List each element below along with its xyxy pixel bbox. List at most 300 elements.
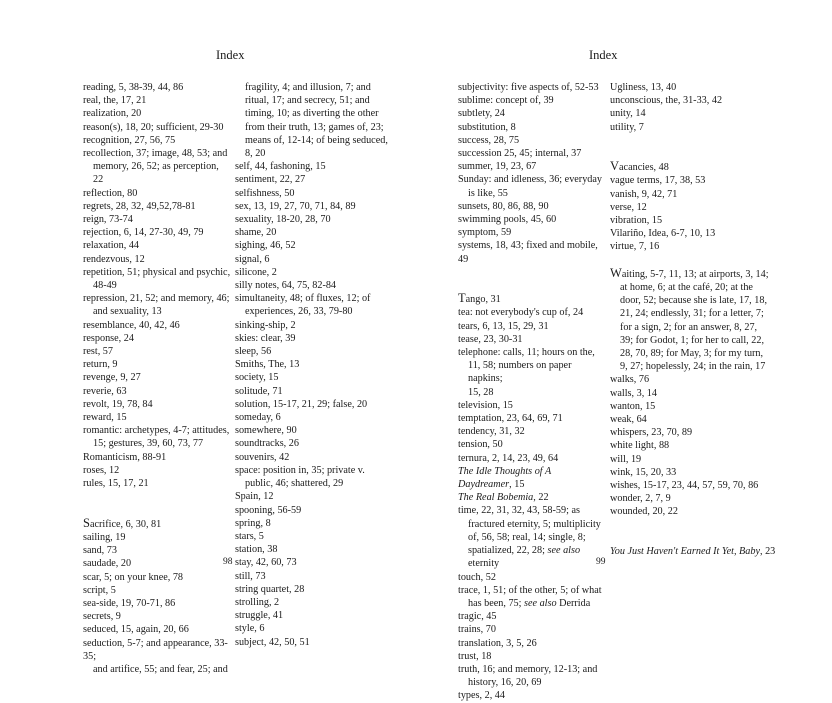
index-entry — [610, 107, 786, 120]
entry-term: vanish, 9, 42, 71 — [610, 188, 678, 200]
entry-term: translation, 3, 5, 26 — [458, 637, 537, 649]
index-entry — [235, 517, 395, 530]
index-entry — [83, 345, 231, 358]
section-gap — [610, 519, 786, 545]
entry-term: swimming pools, 45, 60 — [458, 214, 557, 226]
index-entry — [83, 531, 231, 544]
index-entry — [83, 637, 231, 677]
index-entry — [235, 556, 395, 569]
entry-text: Derrida — [556, 597, 591, 609]
entry-term: revolt, 19, 78, 84 — [83, 398, 153, 410]
entry-continuation-line: ritual, 17; and secrecy, 51; and — [245, 95, 370, 107]
entry-term: wounded, 20, 22 — [610, 506, 678, 518]
entry-term: stay, 42, 60, 73 — [235, 557, 297, 569]
entry-term: sand, 73 — [83, 545, 117, 557]
entry-term: trace, 1, 51; of the other, 5; of what — [458, 584, 602, 596]
entry-term: sea-side, 19, 70-71, 86 — [83, 597, 176, 609]
index-entry — [458, 147, 606, 160]
entry-term: reward, 15 — [83, 412, 127, 424]
entry-term: repression, 21, 52; and memory, 46; — [83, 293, 230, 305]
entry-term: subtlety, 24 — [458, 108, 505, 120]
entry-term: weak, 64 — [610, 414, 647, 426]
entry-continuation-line: 9, 27; hopelessly, 24; in the rain, 17 — [620, 361, 766, 373]
index-entry — [458, 213, 606, 226]
entry-term: signal, 6 — [235, 253, 270, 265]
index-entry — [610, 413, 786, 426]
entry-term: space: position in, 35; private v. — [235, 464, 365, 476]
index-entry — [235, 437, 395, 450]
entry-term: unity, 14 — [610, 108, 646, 120]
entry-term: station, 38 — [235, 544, 278, 556]
entry-term: souvenirs, 42 — [235, 451, 290, 463]
index-entry — [458, 292, 606, 306]
entry-term: tendency, 31, 32 — [458, 426, 525, 438]
entry-term: Romanticism, 88-91 — [83, 451, 167, 463]
entry-term: solitude, 71 — [235, 385, 283, 397]
index-entry — [458, 399, 606, 412]
entry-term: simultaneity, 48; of fluxes, 12; of — [235, 293, 371, 305]
entry-continuation-line: history, 16, 20, 69 — [468, 677, 542, 689]
entry-continuation-line — [458, 544, 606, 570]
index-entry — [83, 147, 231, 187]
entry-term: tension, 50 — [458, 439, 503, 451]
index-entry — [458, 584, 606, 610]
entry-term: subject, 42, 50, 51 — [235, 636, 310, 648]
index-entry — [458, 160, 606, 173]
entry-pages: , 22 — [533, 492, 549, 504]
index-entry — [610, 426, 786, 439]
index-entry — [235, 200, 395, 213]
entry-term: vibration, 15 — [610, 215, 663, 227]
entry-term: romantic: archetypes, 4-7; attitudes, — [83, 425, 230, 437]
entry-term: someday, 6 — [235, 412, 281, 424]
entry-term: resemblance, 40, 42, 46 — [83, 319, 180, 331]
entry-continuation-line: 48-49 — [93, 280, 117, 292]
entry-continuation-line: from their truth, 13; games of, 23; — [245, 121, 384, 133]
entry-term: recognition, 27, 56, 75 — [83, 134, 176, 146]
index-entry — [83, 213, 231, 226]
index-entry — [83, 200, 231, 213]
index-entry — [235, 583, 395, 596]
index-entry — [458, 650, 606, 663]
index-entry — [235, 213, 395, 226]
index-entry — [83, 94, 231, 107]
index-entry — [610, 387, 786, 400]
entry-continuation-line: is like, 55 — [468, 187, 508, 199]
entry-term: reading, 5, 38-39, 44, 86 — [83, 82, 184, 93]
entry-term: utility, 7 — [610, 121, 644, 133]
index-entry — [458, 94, 606, 107]
section-gap — [610, 254, 786, 267]
entry-continuation-line: 15, 28 — [468, 386, 494, 398]
index-entry — [83, 134, 231, 147]
entry-term: succession 25, 45; internal, 37 — [458, 148, 582, 160]
index-entry — [235, 411, 395, 424]
entry-term: repetition, 51; physical and psychic, — [83, 266, 231, 278]
index-entry — [235, 451, 395, 464]
index-entry — [610, 160, 786, 174]
index-entry — [235, 636, 395, 649]
entry-continuation-line: experiences, 26, 33, 79-80 — [245, 306, 353, 318]
index-entry — [610, 373, 786, 386]
index-entry — [235, 371, 395, 384]
entry-term — [458, 465, 606, 491]
index-entry — [83, 477, 231, 490]
index-entry — [235, 253, 395, 266]
entry-term: walks, 76 — [610, 374, 650, 386]
entry-continuation-line: door, 52; because she is late, 17, 18, — [620, 295, 767, 307]
entry-term: silly notes, 64, 75, 82-84 — [235, 280, 337, 292]
index-entry — [458, 425, 606, 438]
entry-term: Waiting, 5-7, 11, 13; at airports, 3, 14; — [610, 265, 769, 280]
entry-term: Sunday: and idleness, 36; everyday — [458, 174, 603, 186]
index-entry — [610, 240, 786, 253]
section-gap — [83, 490, 231, 516]
entry-term: rendezvous, 12 — [83, 253, 145, 265]
index-entry — [83, 623, 231, 636]
index-entry — [610, 505, 786, 518]
entry-term: shame, 20 — [235, 227, 277, 239]
entry-term: sleep, 56 — [235, 346, 272, 358]
index-entry — [458, 200, 606, 213]
index-entry — [83, 371, 231, 384]
entry-term: secrets, 9 — [83, 611, 121, 623]
index-entry — [83, 266, 231, 292]
index-entry — [458, 134, 606, 147]
page-header: Index — [216, 48, 245, 62]
entry-term: sailing, 19 — [83, 531, 126, 543]
index-entry — [610, 201, 786, 214]
entry-term: Spain, 12 — [235, 491, 274, 503]
entry-continuation-line: 28, 70, 89; for May, 3; for my turn, — [620, 348, 764, 360]
entry-term: script, 5 — [83, 584, 116, 596]
index-entry — [235, 385, 395, 398]
index-entry — [235, 266, 395, 279]
entry-pages: , 23 — [759, 546, 776, 558]
index-entry — [83, 226, 231, 239]
entry-term: rejection, 6, 14, 27-30, 49, 79 — [83, 227, 204, 239]
entry-term: tease, 23, 30-31 — [458, 333, 523, 345]
index-entry — [235, 292, 395, 318]
entry-term: Vacancies, 48 — [610, 159, 669, 174]
entry-term: seduction, 5-7; and appearance, 33-35; — [83, 637, 228, 662]
index-entry — [235, 490, 395, 503]
index-entry — [458, 452, 606, 465]
index-entry — [83, 239, 231, 252]
page-number: 98 — [223, 557, 233, 567]
index-entry — [235, 570, 395, 583]
entry-term: recollection, 37; image, 48, 53; and — [83, 148, 228, 160]
entry-term: trust, 18 — [458, 650, 492, 662]
entry-term: vague terms, 17, 38, 53 — [610, 175, 706, 187]
entry-term: still, 73 — [235, 570, 266, 582]
entry-term: selfishness, 50 — [235, 187, 295, 199]
index-entry — [610, 479, 786, 492]
index-entry — [83, 121, 231, 134]
entry-term: roses, 12 — [83, 464, 120, 476]
entry-continuation-line: and sexuality, 13 — [93, 306, 162, 318]
page-number: 99 — [596, 557, 606, 567]
entry-term: sighing, 46, 52 — [235, 240, 296, 252]
index-entry — [610, 492, 786, 505]
index-entry — [235, 424, 395, 437]
entry-term: society, 15 — [235, 372, 279, 384]
index-entry — [458, 81, 606, 94]
index-entry — [83, 292, 231, 318]
entry-term: style, 6 — [235, 623, 265, 635]
entry-term: return, 9 — [83, 359, 118, 371]
index-entry — [458, 121, 606, 134]
index-entry — [458, 320, 606, 333]
entry-continuation-line: 8, 20 — [245, 148, 266, 160]
index-entry — [610, 400, 786, 413]
entry-pages: , 15 — [509, 479, 525, 491]
entry-term — [610, 545, 786, 558]
entry-term: wishes, 15-17, 23, 44, 57, 59, 70, 86 — [610, 480, 759, 492]
index-entry — [235, 226, 395, 239]
left-page — [0, 0, 416, 675]
entry-term: realization, 20 — [83, 108, 142, 120]
index-entry — [458, 239, 606, 265]
entry-term: rules, 15, 17, 21 — [83, 478, 149, 490]
index-entry — [610, 453, 786, 466]
entry-term: tragic, 45 — [458, 611, 497, 623]
entry-continuation-line: 39; for Godot, 1; for her to call, 22, — [620, 334, 765, 346]
index-entry — [458, 637, 606, 650]
index-entry — [83, 557, 231, 570]
entry-term: Tango, 31 — [458, 291, 501, 306]
index-entry — [83, 411, 231, 424]
entry-term: wonder, 2, 7, 9 — [610, 493, 671, 505]
entry-term: subjectivity: five aspects of, 52-53 — [458, 82, 599, 93]
index-entry — [458, 333, 606, 346]
entry-term: seduced, 15, again, 20, 66 — [83, 624, 189, 636]
index-entry — [235, 332, 395, 345]
index-entry — [235, 530, 395, 543]
entry-term: television, 15 — [458, 399, 513, 411]
entry-term: revenge, 9, 27 — [83, 372, 141, 384]
index-entry — [458, 610, 606, 623]
entry-term: skies: clear, 39 — [235, 332, 296, 344]
index-entry — [235, 345, 395, 358]
index-entry — [83, 319, 231, 332]
entry-text: eternity — [468, 558, 500, 570]
entry-term: virtue, 7, 16 — [610, 241, 660, 253]
index-entry — [83, 385, 231, 398]
index-entry — [610, 227, 786, 240]
index-entry — [458, 438, 606, 451]
entry-term: systems, 18, 43; fixed and mobile, 49 — [458, 240, 598, 265]
index-entry — [610, 174, 786, 187]
entry-term: substitution, 8 — [458, 121, 516, 133]
entry-term: summer, 19, 23, 67 — [458, 161, 537, 173]
index-entry — [235, 622, 395, 635]
index-entry — [83, 107, 231, 120]
entry-continuation-line: public, 46; shattered, 29 — [245, 478, 344, 490]
entry-term: walls, 3, 14 — [610, 387, 657, 399]
entry-continuation-line: for a sign, 2; for an answer, 8, 27, — [620, 321, 758, 333]
entry-term: Ugliness, 13, 40 — [610, 82, 677, 93]
index-entry — [458, 504, 606, 570]
entry-term: reflection, 80 — [83, 187, 138, 199]
entry-term: sublime: concept of, 39 — [458, 95, 554, 107]
entry-term: touch, 52 — [458, 571, 496, 583]
index-entry — [458, 226, 606, 239]
entry-term: success, 28, 75 — [458, 134, 520, 146]
index-entry — [235, 398, 395, 411]
entry-term: wanton, 15 — [610, 400, 656, 412]
index-column — [83, 81, 231, 676]
index-entry — [83, 187, 231, 200]
index-column — [235, 81, 395, 649]
entry-term: Vilariño, Idea, 6-7, 10, 13 — [610, 228, 716, 240]
entry-continuation-line: at home, 6; at the café, 20; at the — [620, 282, 753, 294]
index-column — [458, 81, 606, 703]
index-entry — [610, 466, 786, 479]
entry-continuation-line: 11, 58; numbers on paper napkins; — [468, 360, 572, 385]
entry-term: sexuality, 18-20, 28, 70 — [235, 214, 331, 226]
entry-continuation-line: and artifice, 55; and fear, 25; and — [93, 663, 228, 675]
index-entry — [83, 584, 231, 597]
entry-term: rest, 57 — [83, 346, 113, 358]
entry-term: solution, 15-17, 21, 29; false, 20 — [235, 398, 368, 410]
entry-term: types, 2, 44 — [458, 690, 505, 702]
index-entry — [235, 504, 395, 517]
index-entry — [458, 465, 606, 491]
entry-term: trains, 70 — [458, 624, 496, 636]
index-entry — [458, 107, 606, 120]
see-also-label: see also — [524, 597, 557, 609]
entry-term: saudade, 20 — [83, 558, 132, 570]
index-entry — [235, 464, 395, 490]
index-entry — [235, 596, 395, 609]
index-entry — [610, 121, 786, 134]
see-also-label: see also — [547, 545, 581, 557]
index-entry — [458, 571, 606, 584]
entry-term: temptation, 23, 64, 69, 71 — [458, 413, 563, 425]
entry-text: has been, 75; — [468, 597, 525, 609]
index-entry — [610, 188, 786, 201]
index-entry — [458, 663, 606, 689]
index-entry — [235, 239, 395, 252]
index-entry — [83, 398, 231, 411]
entry-text: spatialized, 22, 28; — [468, 545, 548, 557]
index-entry — [235, 187, 395, 200]
index-entry — [610, 214, 786, 227]
entry-term: strolling, 2 — [235, 596, 280, 608]
entry-term: tears, 6, 13, 15, 29, 31 — [458, 320, 549, 332]
index-entry — [458, 412, 606, 425]
index-column — [610, 81, 786, 558]
index-entry — [83, 424, 231, 450]
entry-continuation-line: of, 56, 58; real, 14; single, 8; — [468, 531, 586, 543]
entry-term: symptom, 59 — [458, 227, 512, 239]
index-entry — [235, 319, 395, 332]
index-entry — [235, 358, 395, 371]
index-entry — [610, 94, 786, 107]
index-entry — [458, 491, 606, 504]
title-italic: The Real Bobemia — [458, 492, 534, 504]
index-entry — [458, 623, 606, 636]
entry-term: stars, 5 — [235, 530, 264, 542]
entry-term: sentiment, 22, 27 — [235, 174, 306, 186]
entry-term: ternura, 2, 14, 23, 49, 64 — [458, 452, 559, 464]
entry-term: wink, 15, 20, 33 — [610, 466, 677, 478]
page-header: Index — [589, 48, 618, 62]
entry-term: will, 19 — [610, 453, 642, 465]
entry-term: scar, 5; on your knee, 78 — [83, 571, 184, 583]
entry-term: soundtracks, 26 — [235, 438, 299, 450]
index-entry — [83, 464, 231, 477]
index-entry — [458, 689, 606, 702]
index-entry — [83, 451, 231, 464]
entry-term: sunsets, 80, 86, 88, 90 — [458, 200, 549, 212]
entry-continuation-line: fragility, 4; and illusion, 7; and — [245, 82, 371, 93]
entry-continuation-line: 21, 24; endlessly, 31; for a letter, 7; — [620, 308, 764, 320]
index-entry — [235, 81, 395, 160]
entry-term: telephone: calls, 11; hours on the, — [458, 347, 595, 359]
right-page — [416, 0, 832, 702]
index-entry — [83, 517, 231, 531]
entry-continuation-line: 15; gestures, 39, 60, 73, 77 — [93, 438, 204, 450]
index-entry — [458, 306, 606, 319]
index-entry — [83, 358, 231, 371]
index-entry — [83, 544, 231, 557]
title-italic: The Idle Thoughts of A Daydreamer — [458, 465, 552, 491]
entry-continuation-line: fractured eternity, 5; multiplicity — [468, 518, 601, 530]
entry-term: tea: not everybody's cup of, 24 — [458, 307, 584, 319]
index-entry — [458, 346, 606, 399]
index-entry — [83, 253, 231, 266]
entry-term: self, 44, fashoning, 15 — [235, 161, 326, 173]
entry-term: relaxation, 44 — [83, 240, 140, 252]
entry-term: silicone, 2 — [235, 266, 277, 278]
entry-term: spooning, 56-59 — [235, 504, 302, 516]
index-entry — [610, 81, 786, 94]
entry-term: time, 22, 31, 32, 43, 58-59; as — [458, 505, 580, 517]
entry-term: string quartet, 28 — [235, 583, 305, 595]
index-entry — [83, 81, 231, 94]
entry-continuation-line: timing, 10; as diverting the other — [245, 108, 379, 120]
entry-term: spring, 8 — [235, 517, 271, 529]
title-italic: You Just Haven't Earned It Yet, Baby — [610, 546, 760, 558]
index-entry — [83, 332, 231, 345]
index-entry — [83, 597, 231, 610]
index-entry — [610, 439, 786, 452]
index-entry — [235, 279, 395, 292]
index-entry — [235, 609, 395, 622]
entry-term: response, 24 — [83, 332, 134, 344]
entry-term: real, the, 17, 21 — [83, 95, 147, 107]
entry-term: reign, 73-74 — [83, 214, 133, 226]
entry-term: truth, 16; and memory, 12-13; and — [458, 663, 598, 675]
entry-term: whispers, 23, 70, 89 — [610, 427, 693, 439]
index-entry — [458, 173, 606, 199]
section-gap — [458, 266, 606, 292]
entry-term: struggle, 41 — [235, 610, 284, 622]
section-gap — [610, 134, 786, 160]
entry-term — [458, 491, 606, 504]
entry-term: unconscious, the, 31-33, 42 — [610, 95, 723, 107]
index-entry — [235, 543, 395, 556]
entry-term: somewhere, 90 — [235, 425, 297, 437]
entry-term: sex, 13, 19, 27, 70, 71, 84, 89 — [235, 200, 356, 212]
entry-term: reason(s), 18, 20; sufficient, 29-30 — [83, 121, 224, 133]
entry-term: Smiths, The, 13 — [235, 359, 300, 371]
index-entry — [83, 610, 231, 623]
index-entry — [610, 267, 786, 374]
index-entry — [83, 571, 231, 584]
